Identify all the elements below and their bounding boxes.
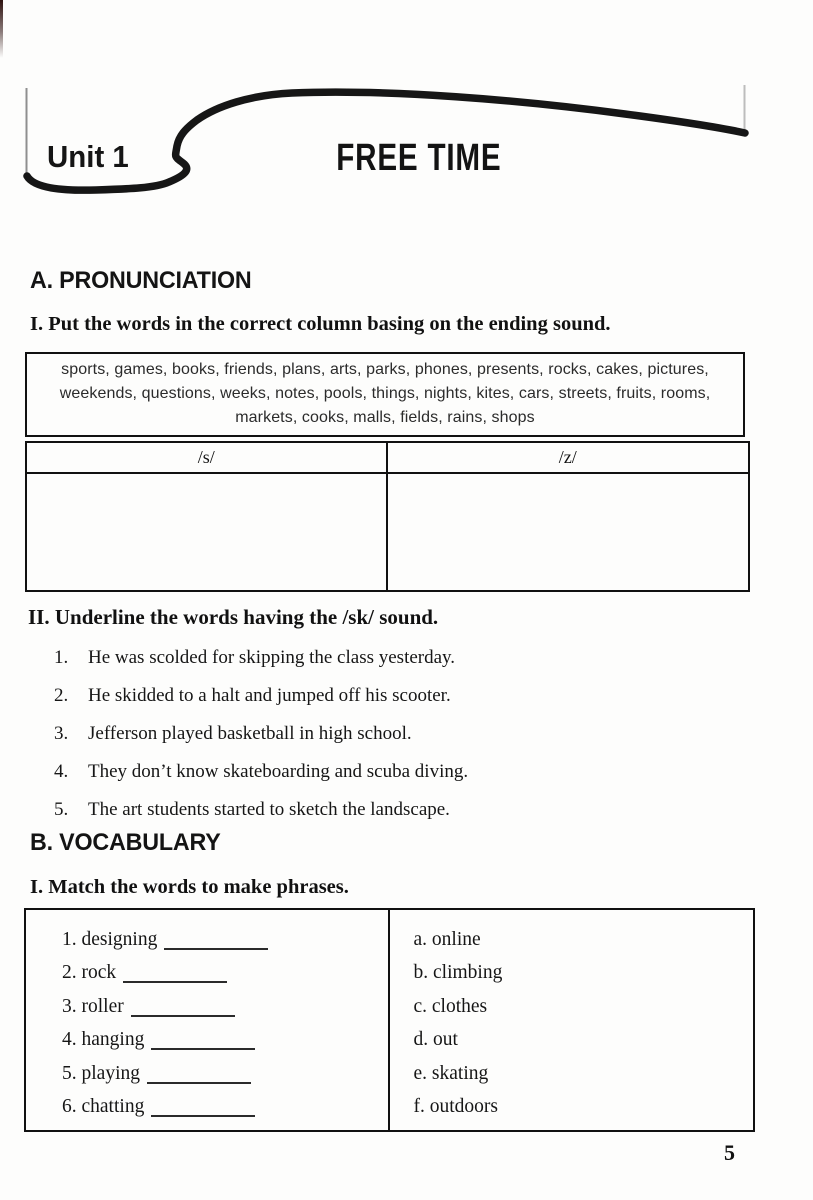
sentence-item	[54, 684, 468, 708]
match-left-item	[62, 957, 388, 991]
unit-label: Unit 1	[47, 139, 129, 174]
sentence-number: 2.	[54, 685, 69, 706]
match-left-label: 3. roller	[62, 995, 124, 1017]
matching-table	[24, 908, 755, 1132]
sound-answer-cell-s	[27, 474, 388, 590]
match-right-item: d. out	[413, 1029, 458, 1051]
match-blank-line	[131, 1003, 235, 1017]
sound-column-header-s: /s/	[27, 443, 388, 474]
sound-column-header-z: /z/	[388, 443, 749, 474]
sound-answer-cell-z	[388, 474, 749, 590]
sentence-list	[54, 646, 468, 836]
scan-edge-artifact	[0, 0, 3, 58]
sentence-text: Jefferson played basketball in high school.	[88, 723, 412, 744]
match-right-item: c. clothes	[413, 995, 488, 1017]
word-bank-box	[25, 352, 745, 437]
sentence-text: He skidded to a halt and jumped off his scooter.	[88, 685, 451, 706]
sentence-number: 4.	[54, 761, 69, 782]
sound-sorting-table	[25, 441, 750, 592]
match-left-item	[62, 990, 388, 1024]
page-number: 5	[724, 1140, 735, 1165]
match-left-item	[62, 1024, 388, 1058]
sentence-text: They don’t know skateboarding and scuba diving.	[88, 761, 469, 782]
page-title	[0, 137, 813, 180]
page-title-text: FREE TIME	[336, 137, 502, 179]
sentence-item	[54, 798, 468, 822]
task-instruction-match-phrases: I. Match the words to make phrases.	[30, 876, 349, 898]
match-blank-line	[151, 1036, 255, 1050]
sentence-item	[54, 760, 468, 784]
sentence-number: 3.	[54, 723, 69, 744]
match-left-label: 2. rock	[62, 962, 117, 984]
match-left-label: 4. hanging	[62, 1029, 145, 1051]
match-left-item	[62, 923, 388, 957]
match-left-item	[62, 1057, 388, 1091]
word-bank-line: sports, games, books, friends, plans, arts, parks, phones, presents, rocks, cakes, pictures,	[61, 361, 709, 378]
sentence-item	[54, 722, 468, 746]
match-blank-line	[164, 936, 268, 950]
sentence-text: The art students started to sketch the landscape.	[88, 799, 450, 820]
match-right-item: f. outdoors	[413, 1096, 498, 1118]
match-left-label: 6. chatting	[62, 1096, 145, 1118]
matching-right-column	[390, 910, 754, 1130]
section-heading-vocabulary: B. VOCABULARY	[30, 829, 221, 856]
section-heading-pronunciation: A. PRONUNCIATION	[30, 267, 252, 294]
match-left-label: 5. playing	[62, 1062, 140, 1084]
task-instruction-sk-sound: II. Underline the words having the /sk/ sound.	[28, 605, 439, 629]
task-instruction-ending-sound: I. Put the words in the correct column basing on the ending sound.	[30, 313, 611, 335]
sentence-text: He was scolded for skipping the class yesterday.	[88, 647, 456, 668]
sentence-number: 5.	[54, 799, 69, 820]
sentence-number: 1.	[54, 647, 69, 668]
match-blank-line	[151, 1103, 255, 1117]
match-right-item: e. skating	[413, 1062, 489, 1084]
match-left-label: 1. designing	[62, 928, 158, 950]
word-bank-line: weekends, questions, weeks, notes, pools, things, nights, kites, cars, streets, fruits, rooms,	[59, 385, 711, 402]
match-blank-line	[123, 969, 227, 983]
match-right-item: a. online	[413, 928, 481, 950]
match-left-item	[62, 1091, 388, 1125]
matching-left-column	[26, 910, 390, 1130]
word-bank-line: markets, cooks, malls, fields, rains, shops	[235, 409, 535, 426]
sentence-item	[54, 646, 468, 670]
match-right-item: b. climbing	[413, 962, 503, 984]
match-blank-line	[147, 1070, 251, 1084]
